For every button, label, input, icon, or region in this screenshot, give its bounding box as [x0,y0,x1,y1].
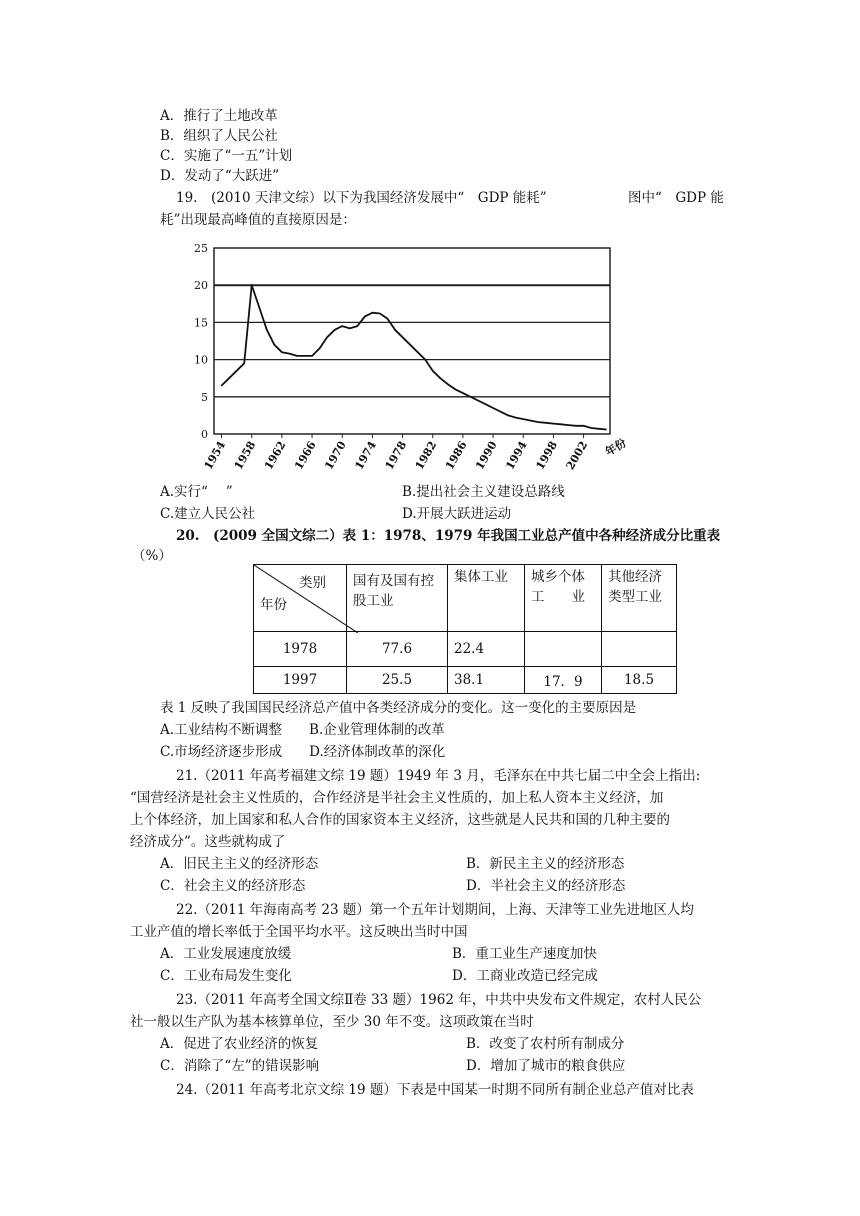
data-point [402,337,403,338]
data-point [387,318,388,319]
q18-option-c: C．实施了“一五”计划 [160,148,293,164]
series-line-gdp-energy [222,285,607,429]
q21-option-b: B．新民主主义的经济形态 [466,856,625,872]
data-point [515,417,516,418]
chart-svg [190,238,650,478]
y-tick-label: 15 [194,316,208,330]
q21-stem-line4: 经济成分”。这些就构成了 [130,834,286,850]
q21-option-a: A．旧民主主义的经济形态 [160,856,319,872]
table-cell: 25.5 [347,667,448,694]
q21-option-c: C．社会主义的经济形态 [160,878,306,894]
q20-after-text: 表 1 反映了我国国民经济总产值中各类经济成分的变化。这一变化的主要原因是 [160,700,637,716]
data-point [266,329,267,330]
data-point [274,344,275,345]
data-point [485,404,486,405]
corner-year-label: 年份 [260,597,287,613]
q22-stem-line1: 22.（2011 年海南高考 23 题）第一个五年计划期间，上海、天津等工业先进地区人均 [176,902,694,918]
data-point [394,329,395,330]
data-point [545,422,546,423]
y-tick-label: 5 [201,390,208,404]
x-unit-label: 年份 [603,436,629,459]
data-point [591,427,592,428]
q21-stem-line2: “国营经济是社会主义性质的，合作经济是半社会主义性质的，加上私人资本主义经济，加 [130,790,664,806]
data-point [259,307,260,308]
data-point [455,389,456,390]
x-tick-label: 1986 [442,439,470,473]
data-point [492,407,493,408]
data-point [462,392,463,393]
q20-stem-line2: （%） [132,548,172,564]
q19-option-b: B.提出社会主义建设总路线 [402,484,565,500]
data-point [523,419,524,420]
data-point [364,316,365,317]
q21-option-d: D．半社会主义的经济形态 [466,878,626,894]
table-header-row [254,565,677,632]
x-tick-label: 2002 [563,439,591,473]
q20-stem-line1: 20. (2009 全国文综二）表 1：1978、1979 年我国工业总产值中各种经济成分比重表 [176,528,721,544]
data-point [296,355,297,356]
data-point [568,424,569,425]
q18-option-d: D．发动了“大跃进” [160,168,280,184]
x-tick-label: 1982 [412,439,440,473]
data-point [410,344,411,345]
q22-option-b: B．重工业生产速度加快 [452,946,597,962]
table-header-cell: 国有及国有控股工业 [347,565,448,632]
q19-option-a: A.实行“ ” [160,484,233,500]
x-tick-label: 1974 [352,439,379,473]
table-cell [602,632,677,667]
table-cell: 1997 [254,667,347,694]
data-point [349,328,350,329]
data-point [530,420,531,421]
data-point [281,352,282,353]
table-header-cell: 集体工业 [448,565,525,632]
q22-stem-line2: 工业产值的增长率低于全国平均水平。这反映出当时中国 [130,924,468,940]
x-tick-label: 1970 [322,439,349,473]
data-point [221,385,222,386]
table-cell: 1978 [254,632,347,667]
data-point [606,429,607,430]
data-point [289,353,290,354]
q23-stem-line2: 社一般以生产队为基本核算单位，至少 30 年不变。这项政策在当时 [130,1014,534,1030]
x-tick-label: 1994 [503,439,530,473]
data-point [425,359,426,360]
q23-option-a: A．促进了农业经济的恢复 [160,1036,319,1052]
data-point [575,425,576,426]
table-cell [525,632,602,667]
q23-option-c: C．消除了“左”的错误影响 [160,1058,320,1074]
data-point [372,312,373,313]
data-point [379,313,380,314]
table-cell: 38.1 [448,667,525,694]
x-tick-label: 1954 [201,439,229,473]
data-point [440,378,441,379]
q23-option-b: B．改变了农村所有制成分 [466,1036,625,1052]
data-point [244,363,245,364]
q20-options-cd: C.市场经济逐步形成 D.经济体制改革的深化 [160,744,446,760]
q19-stem-line2: 耗”出现最高峰值的直接原因是： [160,212,356,228]
data-point [470,396,471,397]
data-point [236,370,237,371]
data-point [500,411,501,412]
y-tick-label: 20 [194,279,208,293]
x-tick-label: 1958 [231,439,259,473]
q19-option-c: C.建立人民公社 [160,506,256,522]
corner-category-label: 类别 [299,575,326,591]
data-point [304,355,305,356]
data-point [417,352,418,353]
q22-option-d: D．工商业改造已经完成 [452,968,598,984]
table-header-cell: 城乡个体工 业 [525,565,602,632]
x-tick-label: 1966 [292,439,319,473]
data-point [342,326,343,327]
y-tick-label: 25 [194,242,208,255]
economy-table [253,564,677,694]
data-point [508,415,509,416]
data-point [553,423,554,424]
q19-option-d: D.开展大跃进运动 [402,506,512,522]
y-tick-label: 0 [201,428,208,441]
q24-stem-line1: 24.（2011 年高考北京文综 19 题）下表是中国某一时期不同所有制企业总产值对比表 [176,1082,694,1098]
q23-stem-line1: 23.（2011 年高考全国文综Ⅱ卷 33 题）1962 年，中共中央发布文件规定，农村人民公 [176,992,702,1008]
y-tick-label: 10 [194,353,208,367]
x-tick-label: 1998 [533,439,561,473]
table-cell: 18.5 [602,667,677,694]
q22-option-a: A．工业发展速度放缓 [160,946,292,962]
table-header-cell: 其他经济类型工业 [602,565,677,632]
q21-stem-line3: 上个体经济，加上国家和私人合作的国家资本主义经济，这些就是人民共和国的几种主要的 [130,812,670,828]
q21-stem-line1: 21.（2011 年高考福建文综 19 题）1949 年 3 月，毛泽东在中共七届二中全会上指出: [176,768,701,784]
data-point [538,421,539,422]
q23-option-d: D．增加了城市的粮食供应 [466,1058,626,1074]
table-row [254,667,677,694]
data-point [311,355,312,356]
x-tick-label: 1978 [382,439,410,473]
data-point [327,337,328,338]
data-point [357,326,358,327]
data-point [583,425,584,426]
data-point [447,384,448,385]
q22-option-c: C．工业布局发生变化 [160,968,292,984]
data-point [319,348,320,349]
data-point [251,285,252,286]
table-cell: 22.4 [448,632,525,667]
x-tick-label: 1962 [261,439,289,473]
q18-option-b: B．组织了人民公社 [160,128,278,144]
q19-stem-line1-right: 图中“ GDP 能 [628,190,724,206]
x-tick-label: 1990 [473,439,500,473]
q18-option-a: A．推行了土地改革 [160,108,278,124]
table-cell: 17．9 [525,667,602,694]
table-row [254,632,677,667]
q20-options-ab: A.工业结构不断调整 B.企业管理体制的改革 [160,722,445,738]
table-cell: 77.6 [347,632,448,667]
data-point [432,370,433,371]
q19-stem-line1: 19. (2010 天津文综）以下为我国经济发展中“ GDP 能耗” [176,190,547,206]
data-point [334,329,335,330]
data-point [598,428,599,429]
data-point [477,400,478,401]
data-point [560,424,561,425]
table-corner-cell [254,565,347,632]
data-point [228,378,229,379]
gdp-energy-chart [190,238,650,478]
